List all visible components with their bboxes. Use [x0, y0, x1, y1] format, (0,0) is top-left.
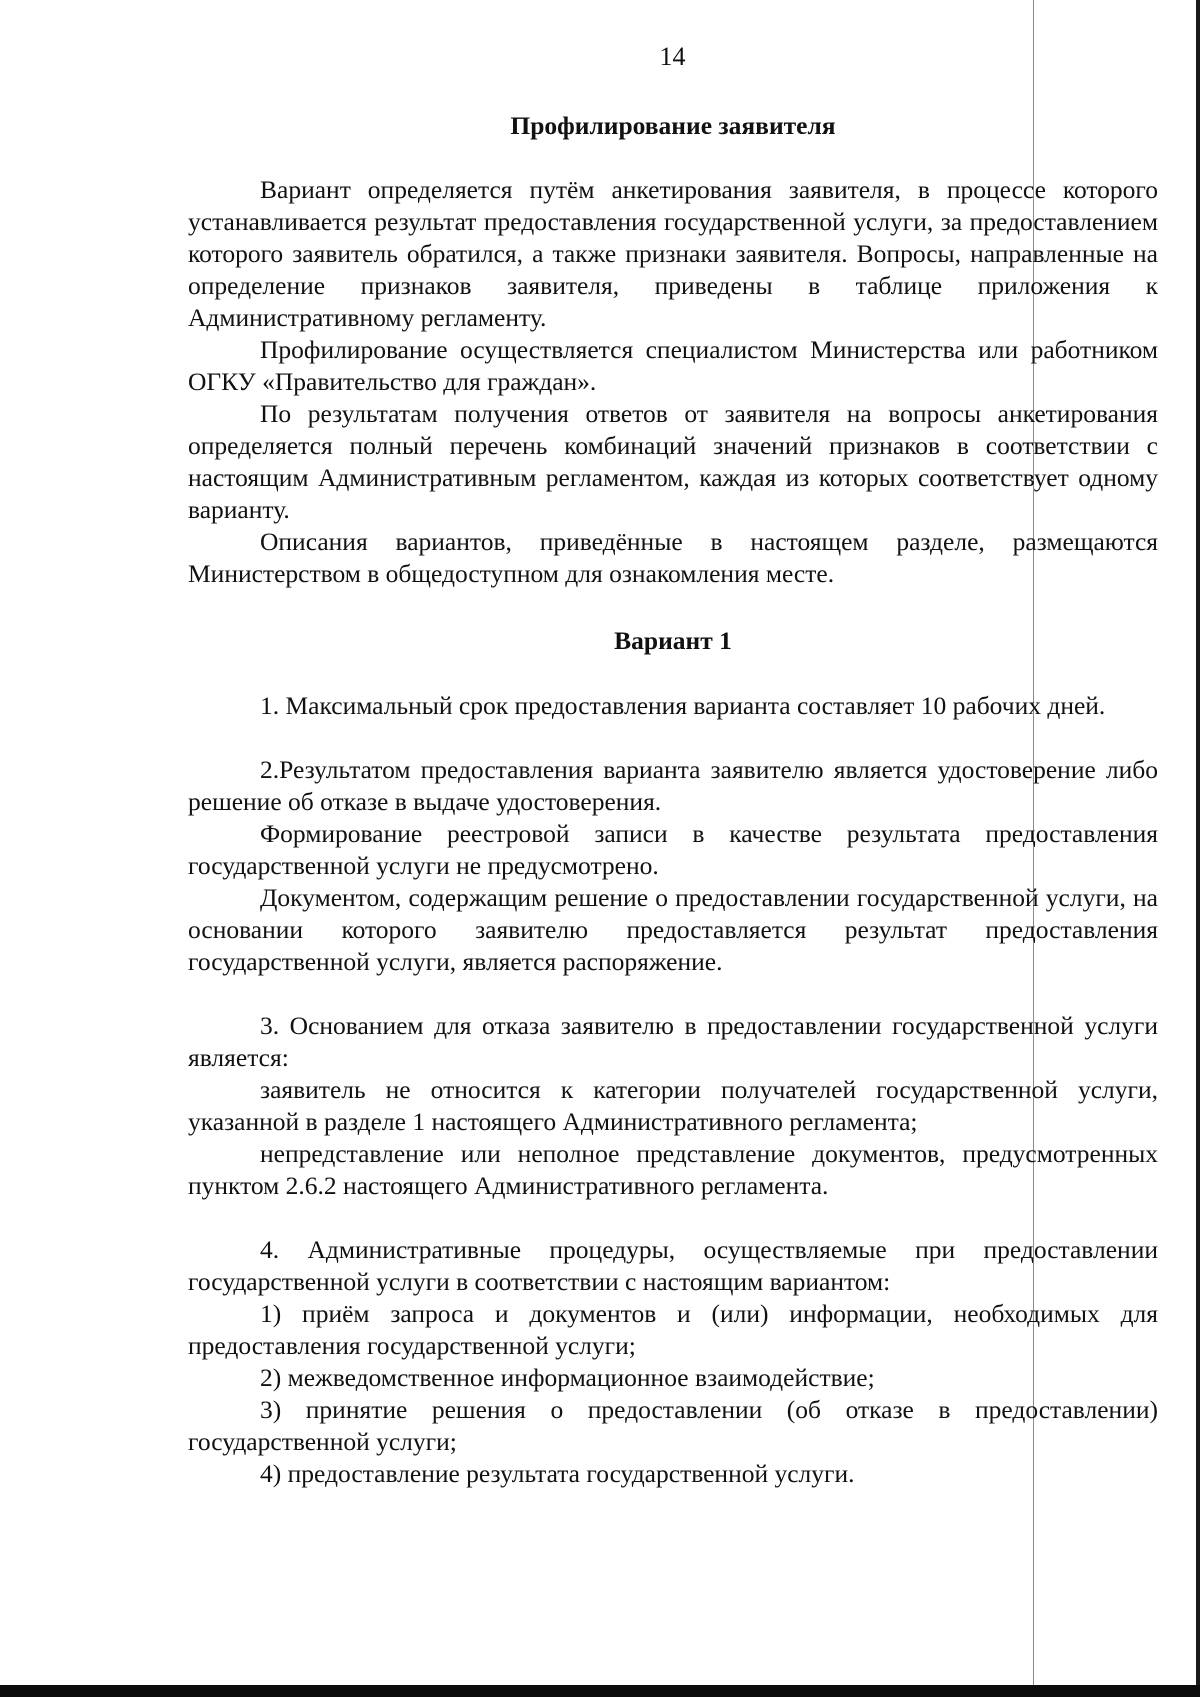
paragraph: По результатам получения ответов от заявителя на вопросы анкетирования определяется полный перечень комбинаций значений признаков в соответствии с настоящим Административным регламентом, каждая из которых соответствует одному варианту. [188, 399, 1158, 524]
page-border-bottom [0, 1685, 1200, 1697]
list-item: 1) приём запроса и документов и (или) информации, необходимых для предоставления государственной услуги; [188, 1299, 1158, 1360]
section-title-profiling: Профилирование заявителя [510, 111, 836, 140]
paragraph: 2.Результатом предоставления варианта заявителю является удостоверение либо решение об отказе в выдаче удостоверения. [188, 755, 1158, 816]
section-profiling-body [188, 174, 1158, 590]
list-item: непредставление или неполное представление документов, предусмотренных пунктом 2.6.2 настоящего Административного регламента. [188, 1139, 1158, 1200]
page-border-right [1196, 0, 1200, 1697]
section-variant-1-body [188, 690, 1158, 1490]
paragraph: Вариант определяется путём анкетирования заявителя, в процессе которого устанавливается результат предоставления государственной услуги, за предоставлением которого заявитель обратился, а также признаки заявителя. Вопросы, направленные на определение признаков заявителя, приведены в таблице приложения к Административному регламенту. [188, 175, 1158, 332]
page-number: 14 [659, 42, 686, 71]
paragraph: Формирование реестровой записи в качестве результата предоставления государственной услуги не предусмотрено. [188, 819, 1158, 880]
paragraph: Документом, содержащим решение о предоставлении государственной услуги, на основании которого заявителю предоставляется результат предоставления государственной услуги, является распоряжение. [188, 883, 1158, 976]
list-item: 2) межведомственное информационное взаимодействие; [260, 1363, 875, 1392]
paragraph: 3. Основанием для отказа заявителю в предоставлении государственной услуги является: [188, 1011, 1158, 1072]
list-item: 3) принятие решения о предоставлении (об отказе в предоставлении) государственной услуги; [188, 1395, 1158, 1456]
paragraph: Описания вариантов, приведённые в настоящем разделе, размещаются Министерством в общедоступном для ознакомления месте. [188, 527, 1158, 588]
paragraph: 1. Максимальный срок предоставления варианта составляет 10 рабочих дней. [260, 691, 1106, 720]
list-item: 4) предоставление результата государственной услуги. [260, 1459, 855, 1488]
paragraph: Профилирование осуществляется специалистом Министерства или работником ОГКУ «Правительство для граждан». [188, 335, 1158, 396]
section-title-variant-1: Вариант 1 [614, 626, 732, 655]
paragraph: 4. Административные процедуры, осуществляемые при предоставлении государственной услуги в соответствии с настоящим вариантом: [188, 1235, 1158, 1296]
list-item: заявитель не относится к категории получателей государственной услуги, указанной в разделе 1 настоящего Административного регламента; [188, 1075, 1158, 1136]
